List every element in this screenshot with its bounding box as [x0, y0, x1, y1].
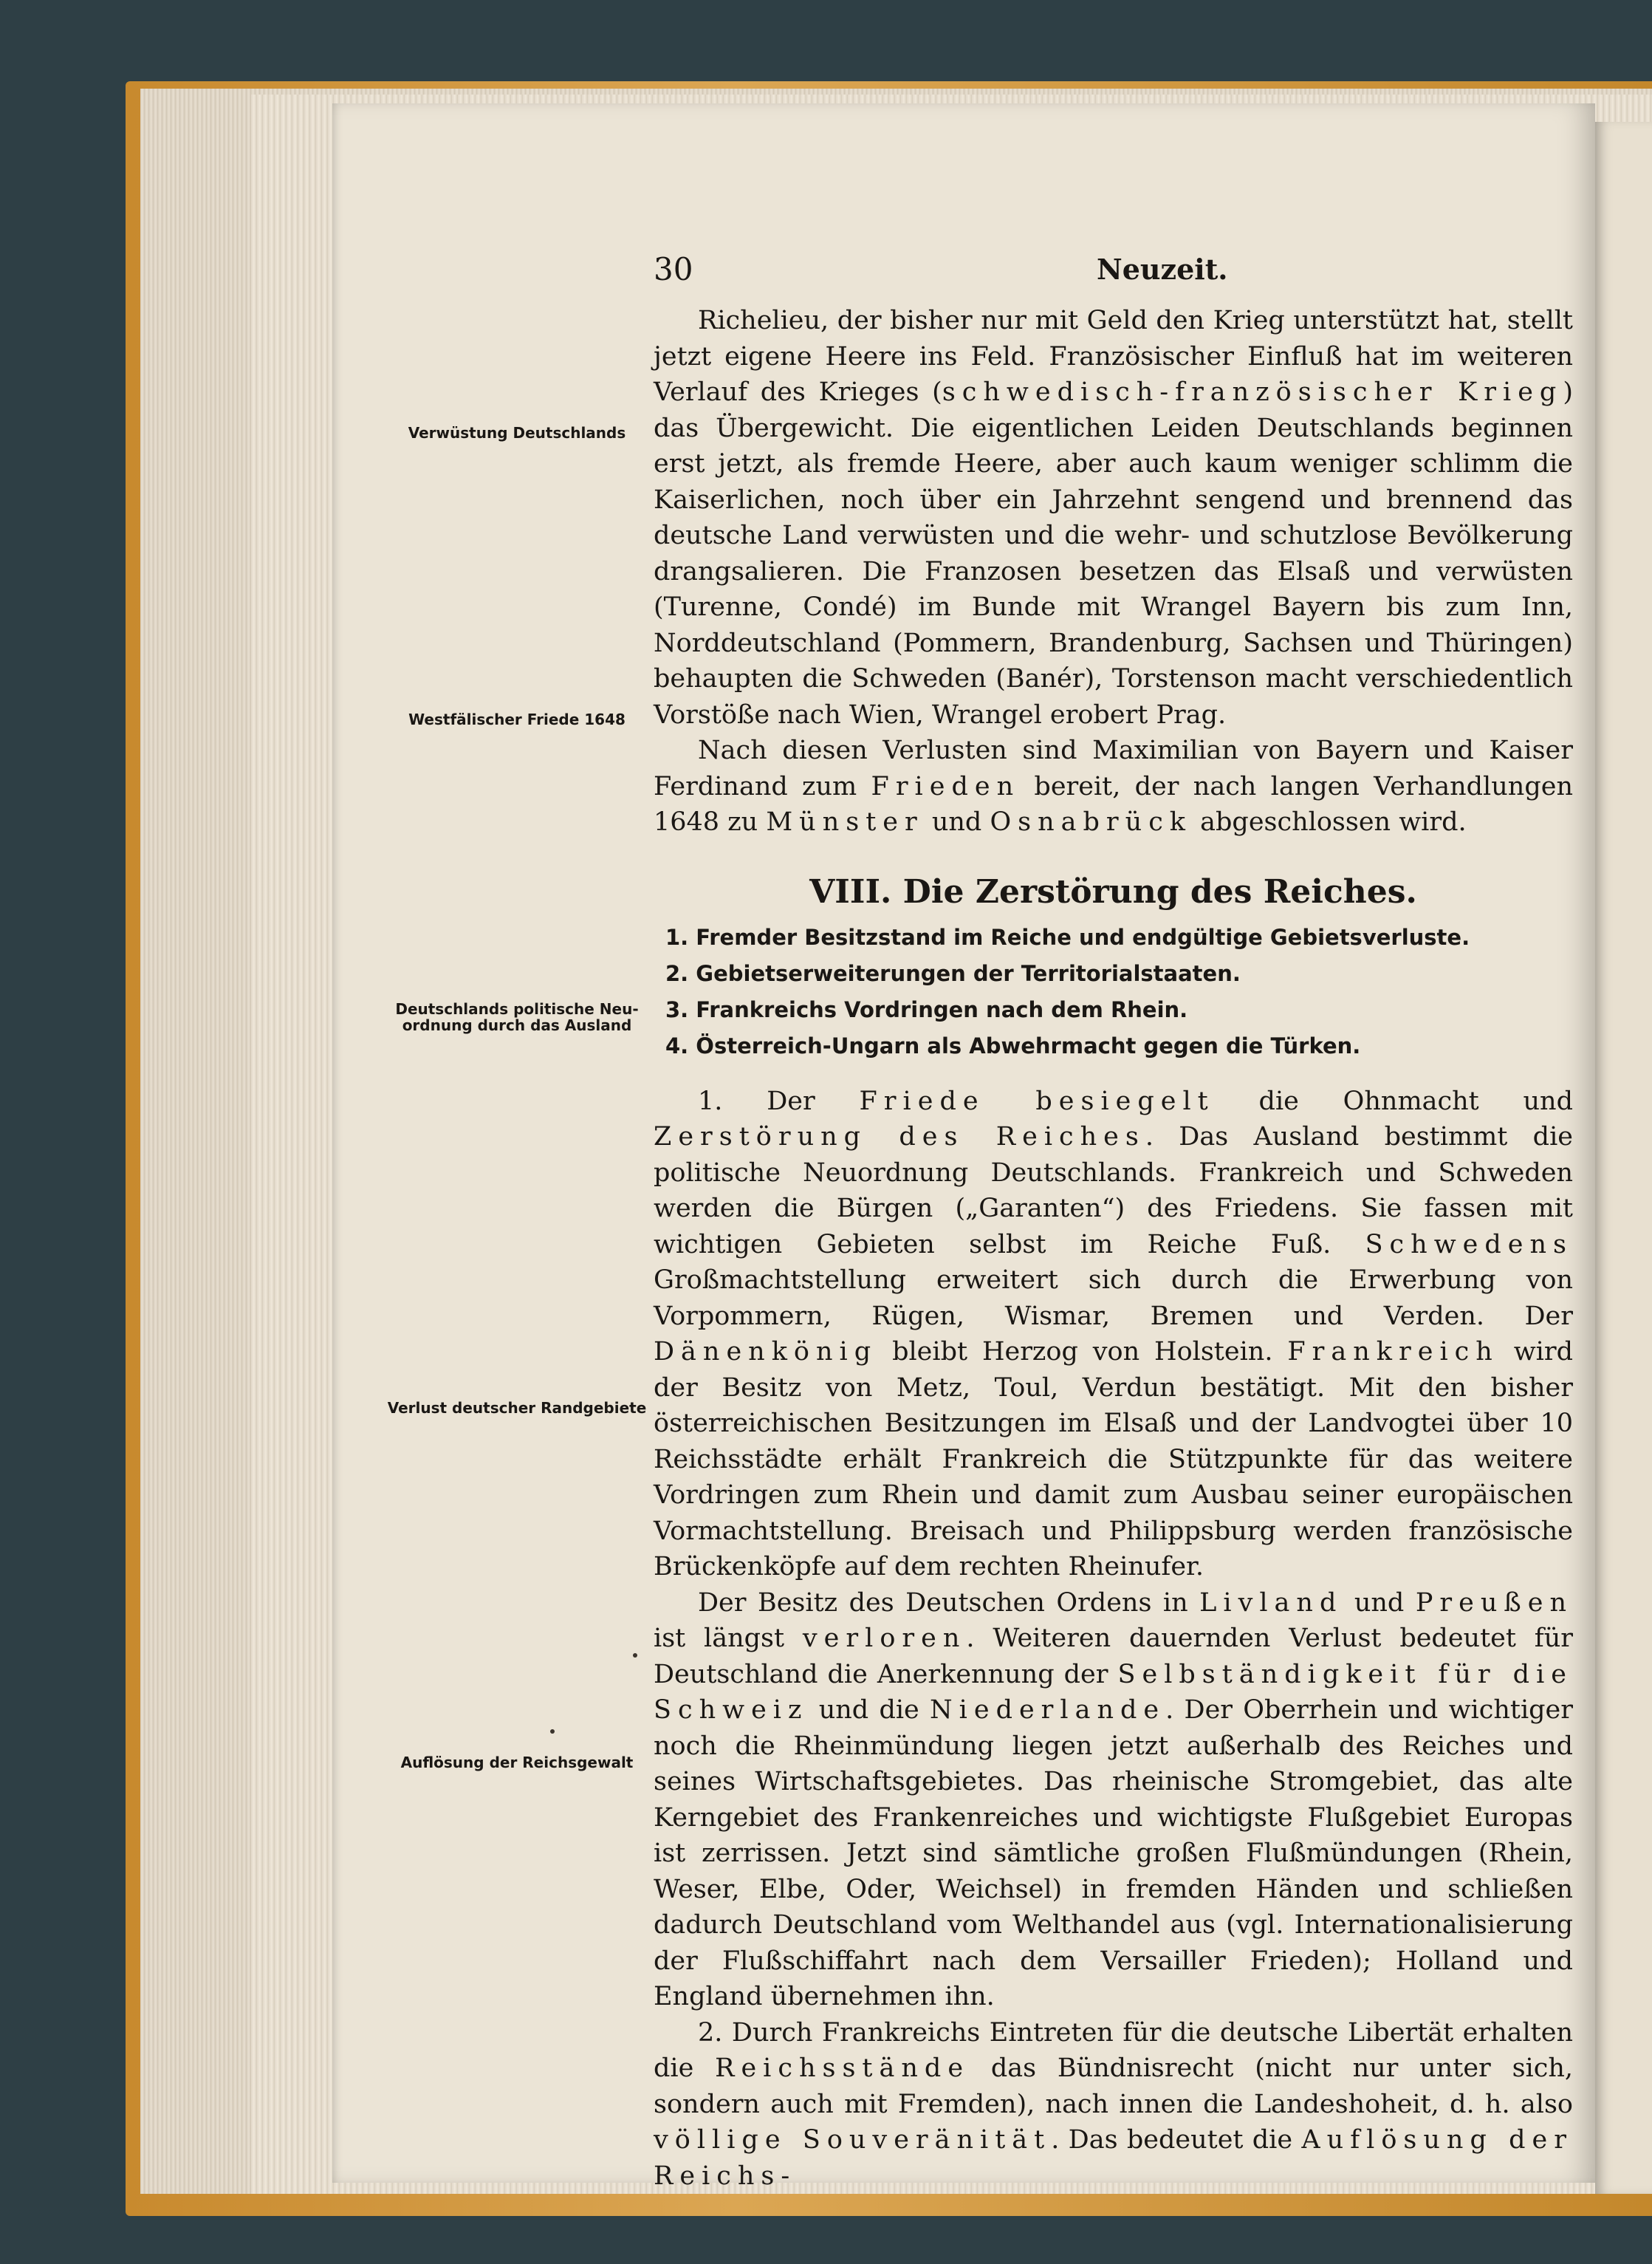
summary-item: 1. Fremder Besitzstand im Reiche und endgültige Gebietsverluste.	[665, 924, 1470, 950]
spaced-emphasis: völlige Souveränität	[654, 2125, 1052, 2155]
summary-item: 2. Gebietserweiterungen der Territorialstaaten.	[665, 960, 1241, 986]
margin-dot	[550, 1729, 555, 1734]
spaced-emphasis: Friede besiegelt	[859, 1086, 1215, 1116]
spaced-emphasis: Selbständigkeit für die Schweiz	[654, 1659, 1573, 1725]
section-heading: VIII. Die Zerstörung des Reiches.	[809, 872, 1417, 911]
text-run: ) das Übergewicht. Die eigentlichen Leiden Deutschlands beginnen erst jetzt, als fremde Heere, aber auch kaum weniger schlimm die Kaiserlichen, noch über ein Jahrzehnt sengend und brennend das deutsche Land verwüsten und die wehr- und schutzlose Bevölkerung drangsalieren. Die Franzosen besetzen das Elsaß und verwüsten (Turenne, Condé) im Bunde mit Wrangel Bayern bis zum Inn, Norddeutschland (Pommern, Brandenburg, Sachsen und Thüringen) behaupten die Schweden (Banér), Torstenson macht verschiedentlich Vorstöße nach Wien, Wrangel erobert Prag.	[654, 377, 1573, 730]
text-run: das Bündnisrecht (nicht nur unter sich, sondern auch mit Fremden), nach innen die Landeshoheit, d. h. also	[654, 2053, 1573, 2119]
spaced-emphasis: Münster	[766, 807, 924, 837]
text-run: Nach diesen Verlusten sind Maximilian von Bayern und Kaiser Ferdinand zum	[654, 736, 1573, 801]
text-run: . Der Oberrhein und wichtiger noch die Rheinmündung liegen jetzt außerhalb des Reiches und seines Wirtschaftsgebietes. Das rheinische Stromgebiet, das alte Kerngebiet des Frankenreiches und wichtigste Flußgebiet Europas ist zerrissen. Jetzt sind sämtliche großen Flußmündungen (Rhein, Weser, Elbe, Oder, Weichsel) in fremden Händen und schließen dadurch Deutschland vom Welthandel aus (vgl. Internationalisierung der Flußschiffahrt nach dem Versailler Frieden); Holland und England übernehmen ihn.	[654, 1695, 1573, 2011]
spaced-emphasis: Frieden	[871, 771, 1021, 801]
paragraph-verlust	[654, 1585, 1573, 2015]
spaced-emphasis: Preußen	[1415, 1587, 1573, 1618]
text-run: und	[923, 807, 990, 837]
margin-note-verlust: Verlust deutscher Randgebiete	[387, 1399, 647, 1417]
text-run: Der Besitz des Deutschen Ordens in	[698, 1587, 1200, 1618]
text-run: bereit, der nach langen Verhandlungen 1648 zu	[654, 771, 1573, 837]
text-run: die Ohnmacht und	[1214, 1086, 1573, 1116]
text-run: 1. Der	[698, 1086, 860, 1116]
text-run: . Weiteren dauernden Verlust bedeutet für Deutschland die Anerkennung der	[654, 1624, 1573, 1689]
text-run: bleibt Herzog von Holstein.	[877, 1337, 1288, 1367]
section-summary-list	[654, 920, 1573, 1064]
paragraph-neuordnung	[654, 1084, 1573, 1585]
margin-note-aufloesung: Auflösung der Reichsgewalt	[400, 1754, 634, 1771]
margin-note-neuordnung: Deutschlands politische Neu-ordnung durch das Ausland	[395, 1000, 639, 1034]
main-text	[654, 303, 1573, 2194]
spaced-emphasis: Niederlande	[930, 1695, 1166, 1725]
spaced-emphasis: schwedisch-französischer Krieg	[942, 377, 1563, 407]
book-page	[332, 103, 1595, 2191]
spaced-emphasis: Frankreich	[1287, 1337, 1499, 1367]
margin-note-westfaelischer-friede: Westfälischer Friede 1648	[408, 711, 626, 728]
summary-item: 3. Frankreichs Vordringen nach dem Rhein.	[665, 996, 1188, 1022]
text-run: ist längst	[654, 1624, 803, 1653]
running-head: Neuzeit.	[1097, 253, 1228, 286]
page-header	[654, 251, 1569, 295]
spaced-emphasis: verloren	[802, 1624, 967, 1653]
page-number: 30	[654, 251, 693, 287]
text-run: . Das bedeutet die	[1051, 2125, 1302, 2155]
spaced-emphasis: Livland	[1199, 1587, 1343, 1618]
spaced-emphasis: Auflösung der Reichs-	[654, 2125, 1574, 2191]
spaced-emphasis: Reichsstände	[715, 2053, 970, 2083]
paragraph-aufloesung	[654, 2015, 1573, 2195]
text-run: Großmachtstellung erweitert sich durch die Erwerbung von Vorpommern, Rügen, Wismar, Bremen und Verden. Der	[654, 1265, 1573, 1331]
spaced-emphasis: Dänenkönig	[654, 1337, 878, 1367]
text-run: und	[1343, 1587, 1416, 1618]
paragraph-richelieu	[654, 303, 1573, 733]
text-run: und die	[808, 1695, 930, 1725]
paragraph-friede	[654, 733, 1573, 841]
text-run: 2. Durch Frankreichs Eintreten für die deutsche Libertät erhalten die	[654, 2017, 1573, 2083]
facing-page-edge	[1595, 122, 1652, 2194]
spaced-emphasis: Osnabrück	[990, 807, 1193, 837]
spaced-emphasis: Schwedens	[1365, 1229, 1573, 1259]
text-run: . Das Ausland bestimmt die politische Neuordnung Deutschlands. Frankreich und Schweden werden die Bürgen („Garanten“) des Friedens. Sie fassen mit wichtigen Gebieten selbst im Reiche Fuß.	[654, 1122, 1573, 1259]
summary-item: 4. Österreich-Ungarn als Abwehrmacht gegen die Türken.	[665, 1033, 1361, 1059]
text-run: wird der Besitz von Metz, Toul, Verdun bestätigt. Mit den bisher österreichischen Besitzungen im Elsaß und der Landvogtei über 10 Reichsstädte erhält Frankreich die Stützpunkte für das weitere Vordringen zum Rhein und damit zum Ausbau seiner europäischen Vormachtstellung. Breisach und Philippsburg werden französische Brückenköpfe auf dem rechten Rheinufer.	[654, 1337, 1573, 1581]
margin-dot	[633, 1653, 637, 1658]
spaced-emphasis: Zerstörung des Reiches	[654, 1122, 1145, 1152]
text-run: Richelieu, der bisher nur mit Geld den Krieg unterstützt hat, stellt jetzt eigene Heere ins Feld. Französischer Einfluß hat im weiteren Verlauf des Krieges (	[654, 306, 1573, 407]
text-run: abgeschlossen wird.	[1192, 807, 1467, 837]
margin-note-verwuestung: Verwüstung Deutschlands	[408, 424, 626, 442]
